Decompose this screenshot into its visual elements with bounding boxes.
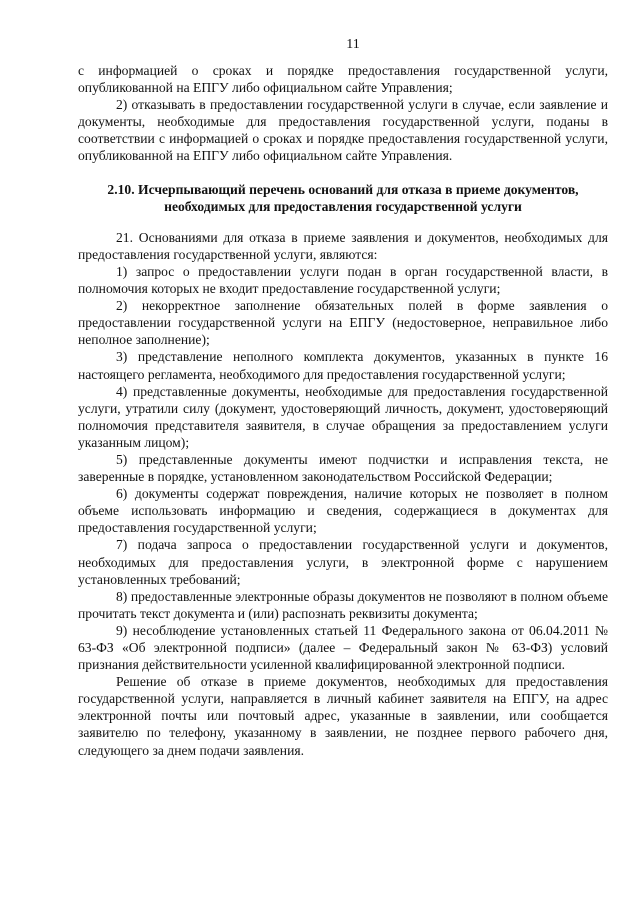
list-item-9: 9) несоблюдение установленных статьей 11 Федерального закона от 06.04.2011 № 63-ФЗ «Об электронной подписи» (далее – Федеральный закон № 63-ФЗ) условий признания действительности усиленной квалифицированной электронной подписи. (78, 622, 608, 673)
list-item-4: 4) представленные документы, необходимые для предоставления государственной услуги, утратили силу (документ, удостоверяющий личность, документ, удостоверяющий полномочия представителя заявителя, в случае обращения за предоставлением услуги указанным лицом); (78, 383, 608, 450)
paragraph-refusal-decision: Решение об отказе в приеме документов, необходимых для предоставления государственной услуги, направляется в личный кабинет заявителя на ЕПГУ, на адрес электронной почты или почтовый адрес, указанные в заявлении, или сообщается заявителю по телефону, указанному в заявлении, не позднее первого рабочего дня, следующего за днем подачи заявления. (78, 674, 608, 758)
list-item-6: 6) документы содержат повреждения, наличие которых не позволяет в полном объеме использовать информацию и сведения, содержащиеся в документах для предоставления государственной услуги; (78, 486, 608, 536)
list-item-5: 5) представленные документы имеют подчистки и исправления текста, не заверенные в порядке, установленном законодательством Российской Федерации; (78, 451, 608, 485)
paragraph-21-intro: 21. Основаниями для отказа в приеме заявления и документов, необходимых для предоставления государственной услуги, являются: (78, 229, 608, 262)
list-item-8: 8) предоставленные электронные образы документов не позволяют в полном объеме прочитать текст документа и (или) распознать реквизиты документа; (78, 588, 608, 621)
paragraph-continuation: с информацией о сроках и порядке предоставления государственной услуги, опубликованной на ЕПГУ либо официальном сайте Управления; (78, 63, 608, 96)
list-item-3: 3) представление неполного комплекта документов, указанных в пункте 16 настоящего регламента, необходимого для предоставления государственной услуги; (78, 349, 608, 382)
paragraph-item-2: 2) отказывать в предоставлении государственной услуги в случае, если заявление и документы, необходимые для предоставления государственной услуги, поданы в соответствии с информацией о сроках и порядке предоставления государственной услуги, опубликованной на ЕПГУ либо официальном сайте Управления. (78, 97, 608, 164)
list-item-2: 2) некорректное заполнение обязательных полей в форме заявления о предоставлении государственной услуги на ЕПГУ (недостоверное, неправильное либо неполное заполнение); (78, 298, 608, 348)
list-item-7: 7) подача запроса о предоставлении государственной услуги и документов, необходимых для предоставления услуги, в электронной форме с нарушением установленных требований; (78, 537, 608, 587)
section-heading: 2.10. Исчерпывающий перечень оснований для отказа в приеме документов, необходимых для предоставления государственной услуги (107, 181, 579, 214)
list-item-1: 1) запрос о предоставлении услуги подан в орган государственной власти, в полномочия которых не входит предоставление государственной услуги; (78, 263, 608, 297)
page-number: 11 (346, 37, 360, 52)
